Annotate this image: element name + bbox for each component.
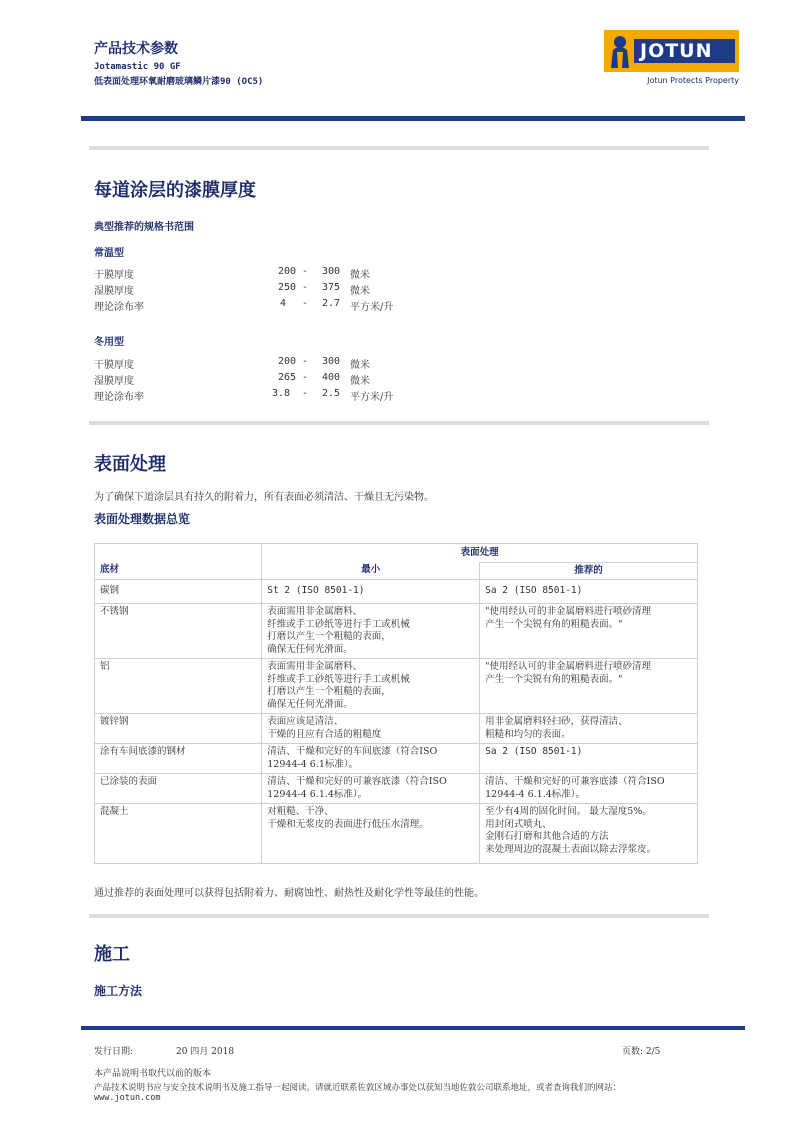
cell-substrate: 镀锌钢 [95,714,262,744]
surface-preparation-table [94,543,698,864]
row-max: 400 [322,372,341,383]
cell-min: 清洁、干燥和完好的可兼容底漆（符合ISO 12944-4 6.1.4标准）。 [262,774,480,804]
row-unit: 微米 [350,286,370,297]
col-header-min: 最小 [262,562,480,580]
row-dash: - [302,298,309,309]
tagline: Jotun Protects Property [647,76,739,85]
row-label: 湿膜厚度 [94,376,134,387]
surface-title: 表面处理 [94,454,166,475]
logo-text: JOTUN [640,40,713,62]
footer-supersede-note: 本产品说明书取代以前的版本 [94,1069,212,1079]
row-unit: 微米 [350,360,370,371]
row-min: 200 [277,356,296,367]
section-divider [89,914,709,918]
cell-recommended: Sa 2 (ISO 8501-1) [480,744,698,774]
row-label: 理论涂布率 [94,392,144,403]
table-header-row [95,544,698,563]
cell-min: St 2 (ISO 8501-1) [262,580,480,604]
row-min: 200 [277,266,296,277]
cell-substrate: 混凝土 [95,804,262,864]
footer-reading-note: 产品技术说明书应与安全技术说明书及施工指导一起阅读。请就近联系佐敦区域办事处以获知当地佐敦公司联系地址，或者查询我们的网站： [94,1083,622,1093]
cell-recommended: Sa 2 (ISO 8501-1) [480,580,698,604]
issue-date-label: 发行日期: [94,1047,134,1057]
cell-recommended: "使用经认可的非金属磨料进行喷砂清理 产生一个尖锐有角的粗糙表面。" [480,659,698,714]
row-min: 4 [279,298,286,309]
row-dash: - [302,266,309,277]
cell-min: 表面需用非金属磨料、 纤维或手工砂纸等进行手工或机械 打磨以产生一个粗糙的表面， 确保无任何光滑面。 [262,604,480,659]
cell-substrate: 涂有车间底漆的钢材 [95,744,262,774]
group-name-winter: 冬用型 [94,337,124,348]
row-label: 干膜厚度 [94,270,134,281]
row-min: 250 [277,282,296,293]
row-unit: 平方米/升 [350,392,394,403]
application-title: 施工 [94,944,130,965]
product-description: 低表面处理环氧耐磨玻璃鳞片漆90 (OC5) [94,77,264,87]
page-number: 页数: 2/5 [622,1047,661,1057]
jotun-logo [604,30,739,72]
section-divider [89,146,709,150]
row-dash: - [302,388,309,399]
application-method-title: 施工方法 [94,984,143,998]
row-max: 300 [322,266,341,277]
row-dash: - [302,282,309,293]
issue-date: 20 四月 2018 [176,1047,235,1057]
row-unit: 微米 [350,376,370,387]
cell-min: 对粗糙、干净、 干燥和无浆皮的表面进行低压水清理。 [262,804,480,864]
product-name: Jotamastic 90 GF [94,62,181,72]
thickness-subtitle: 典型推荐的规格书范围 [94,222,194,233]
surface-note: 通过推荐的表面处理可以获得包括附着力、耐腐蚀性、耐热性及耐化学性等最佳的性能。 [94,888,484,899]
section-divider [89,421,709,425]
row-max: 375 [322,282,341,293]
row-label: 理论涂布率 [94,302,144,313]
thickness-title: 每道涂层的漆膜厚度 [94,180,256,201]
row-max: 2.5 [322,388,341,399]
col-header-substrate: 底材 [95,562,262,580]
col-header-recommended: 推荐的 [480,562,698,580]
cell-recommended: 清洁、干燥和完好的可兼容底漆（符合ISO 12944-4 6.1.4标准）。 [480,774,698,804]
cell-recommended: 至少有4周的固化时间。 最大湿度5%。 用封闭式喷丸、 金刚石打磨和其他合适的方法 来处理周边的混凝土表面以除去浮浆皮。 [480,804,698,864]
table-row [95,714,698,744]
table-row [95,774,698,804]
row-max: 300 [322,356,341,367]
table-group-header: 表面处理 [262,544,698,563]
row-unit: 平方米/升 [350,302,394,313]
table-row [95,580,698,604]
table-row [95,604,698,659]
cell-substrate: 已涂装的表面 [95,774,262,804]
row-dash: - [302,372,309,383]
footer-website: www.jotun.com [94,1093,161,1103]
cell-min: 表面需用非金属磨料、 纤维或手工砂纸等进行手工或机械 打磨以产生一个粗糙的表面， 确保无任何光滑面。 [262,659,480,714]
row-min: 265 [277,372,296,383]
surface-summary-title: 表面处理数据总览 [94,512,191,526]
cell-min: 表面应该是清洁、 干燥的且应有合适的粗糙度 [262,714,480,744]
document-title: 产品技术参数 [94,41,178,57]
cell-recommended: 用非金属磨料轻扫砂，获得清洁、 粗糙和均匀的表面。 [480,714,698,744]
row-label: 干膜厚度 [94,360,134,371]
jotun-figure-icon [609,34,631,68]
table-header-row [95,562,698,580]
cell-min: 清洁、干燥和完好的车间底漆（符合ISO 12944-4 6.1标准）。 [262,744,480,774]
table-row [95,744,698,774]
row-dash: - [302,356,309,367]
footer-divider [81,1026,745,1030]
row-label: 湿膜厚度 [94,286,134,297]
table-row [95,804,698,864]
group-name-normal: 常温型 [94,248,124,259]
cell-substrate: 铝 [95,659,262,714]
surface-intro: 为了确保下道涂层具有持久的附着力，所有表面必须清洁、干燥且无污染物。 [94,492,434,503]
cell-recommended: "使用经认可的非金属磨料进行喷砂清理 产生一个尖锐有角的粗糙表面。" [480,604,698,659]
cell-substrate: 不锈钢 [95,604,262,659]
row-unit: 微米 [350,270,370,281]
table-row [95,659,698,714]
cell-substrate: 碳钢 [95,580,262,604]
row-min: 3.8 [271,388,290,399]
header-divider [81,116,745,121]
row-max: 2.7 [322,298,341,309]
